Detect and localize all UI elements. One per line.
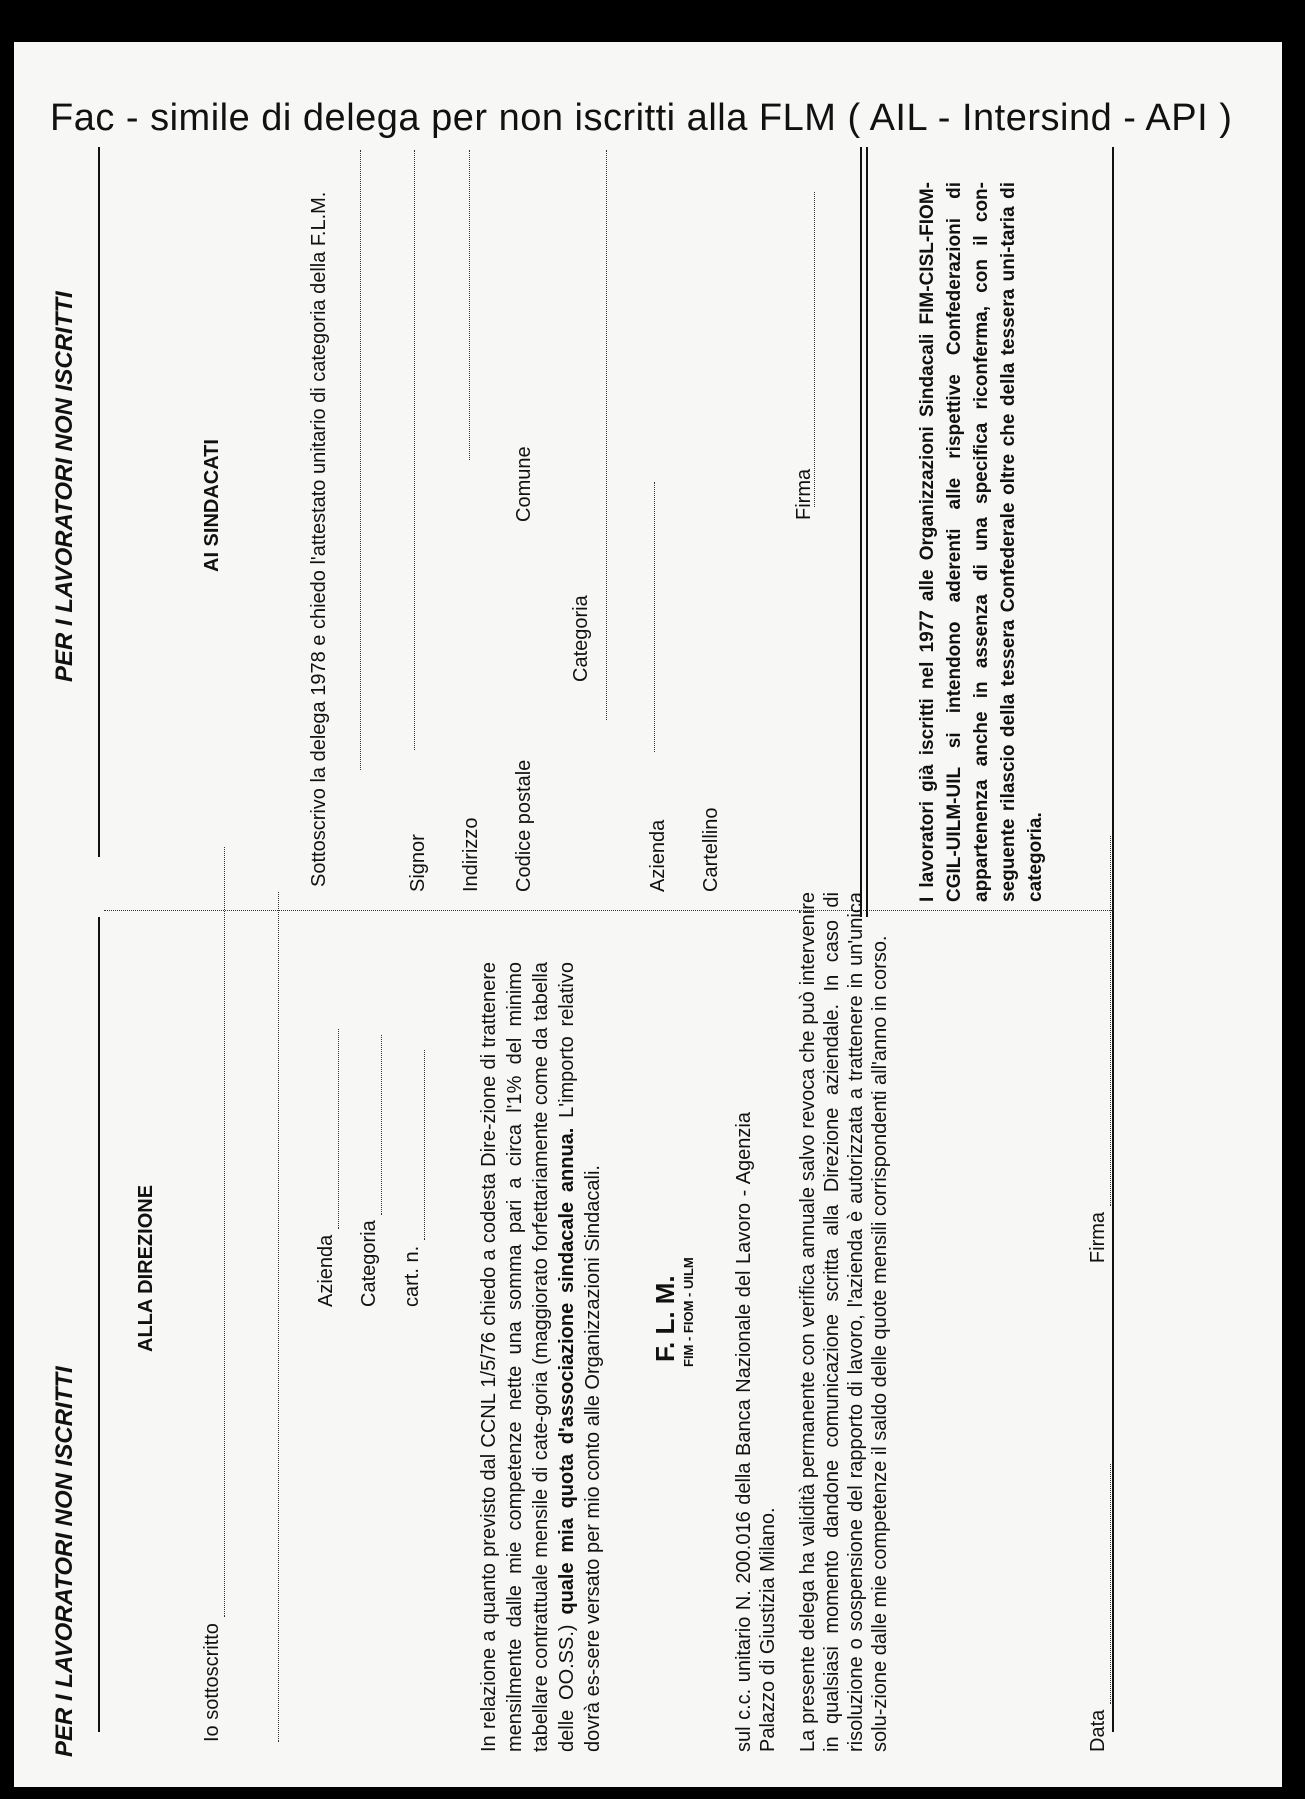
data-row	[1086, 836, 1111, 1752]
firma-label-left: Firma	[1087, 1211, 1109, 1264]
codice-line	[469, 150, 470, 460]
right-recipient: AI SINDACATI	[201, 439, 223, 572]
right-form-heading: PER I LAVORATORI NON ISCRITTI	[51, 291, 78, 682]
data-label: Data	[1087, 1709, 1109, 1752]
org-name: F. L. M.	[650, 1275, 680, 1362]
indirizzo-line	[414, 150, 415, 750]
categoria-row	[357, 1035, 382, 1307]
cartellino-line	[654, 482, 655, 752]
firma-field-left[interactable]	[1090, 836, 1111, 1206]
categoria-field[interactable]	[361, 1035, 382, 1215]
left-para1	[476, 962, 606, 1752]
azienda-r-line	[606, 150, 607, 720]
signor-label: Signor	[407, 834, 429, 892]
cart-label: cart. n.	[401, 1245, 423, 1307]
left-para1-a: In relazione a quanto previsto dal CCNL 1/5/76 chiedo a codesta Dire-zione di trattenere mensilmente dalle mie competenze nette una somma pari a circa l'1% del minimo tabellare contrattuale mensile di cate-goria (maggiorato forfettariamente come da tabella delle OO.SS.)	[478, 962, 578, 1752]
sottoscritto-row	[200, 848, 225, 1743]
left-para2: La presente delega ha validità permanente con verifica annuale salvo revoca che può intervenire in qualsiasi momento dandone comunicazione scritta alla Direzione aziendale. In caso di risoluzione o sospensione del rapporto di lavoro, l'azienda è autorizzata a trattenere in un'unica solu-zione dalle mie competenze il saldo delle quote mensili corrispondenti all'anno in corso.	[797, 892, 891, 1752]
left-para1-b: L'importo relativo dovrà es-sere versato per mio conto alle Organizzazioni Sindacali.	[556, 961, 604, 1752]
indirizzo-label: Indirizzo	[460, 817, 482, 892]
page-title: Fac - simile di delega per non iscritti alla FLM ( AIL - Intersind - API )	[50, 97, 1233, 139]
double-rule-b	[866, 147, 868, 917]
sottoscritto-field-2[interactable]	[258, 892, 279, 1742]
comune-label: Comune	[513, 446, 535, 522]
cartellino-label: Cartellino	[700, 807, 722, 892]
signor-line	[360, 150, 361, 770]
double-rule-a	[860, 147, 862, 917]
form-page	[14, 42, 1282, 1787]
left-para1-bold: quale mia quota d'associazione sindacale annua.	[556, 1127, 578, 1615]
org-sub: FIM - FIOM - UILM	[681, 1257, 696, 1367]
left-bottom-rule	[98, 917, 100, 1732]
cart-row	[400, 1050, 425, 1307]
right-azienda-label: Azienda	[647, 819, 669, 892]
sottoscritto-row-2	[254, 892, 279, 1742]
right-rule	[1112, 147, 1114, 1732]
left-recipient: ALLA DIREZIONE	[135, 1184, 157, 1352]
bank-text: sul c.c. unitario N. 200.016 della Banca Nazionale del Lavoro - Agenzia Palazzo di Giustizia Milano.	[733, 1112, 779, 1752]
categoria-label: Categoria	[358, 1220, 380, 1307]
right-firma-label: Firma	[793, 468, 815, 520]
right-categoria-label: Categoria	[570, 595, 592, 682]
right-note: I lavoratori già iscritti nel 1977 alle Organizzazioni Sindacali FIM-CISL-FIOM-CGIL-UILM-UIL si intendono aderenti alle rispettive Confederazioni di appartenenza anche in assenza di una specifica riconferma, con il con-seguente rilascio della tessera Confederale oltre che della tessera uni-taria di categoria.	[917, 182, 1046, 902]
cart-field[interactable]	[404, 1050, 425, 1240]
firma-right-line	[814, 192, 815, 507]
azienda-row	[314, 1029, 339, 1307]
sottoscritto-label: Io sottoscritto	[201, 1623, 223, 1742]
left-top-rule	[98, 147, 100, 857]
sottoscritto-field[interactable]	[204, 848, 225, 1618]
data-field[interactable]	[1090, 1464, 1111, 1704]
left-form-heading: PER I LAVORATORI NON ISCRITTI	[51, 1366, 78, 1757]
right-intro: Sottoscrivo la delega 1978 e chiedo l'attestato unitario di categoria della F.L.M.	[308, 191, 330, 887]
codice-postale-label: Codice postale	[513, 759, 535, 892]
azienda-label: Azienda	[315, 1234, 337, 1307]
azienda-field[interactable]	[318, 1029, 339, 1229]
